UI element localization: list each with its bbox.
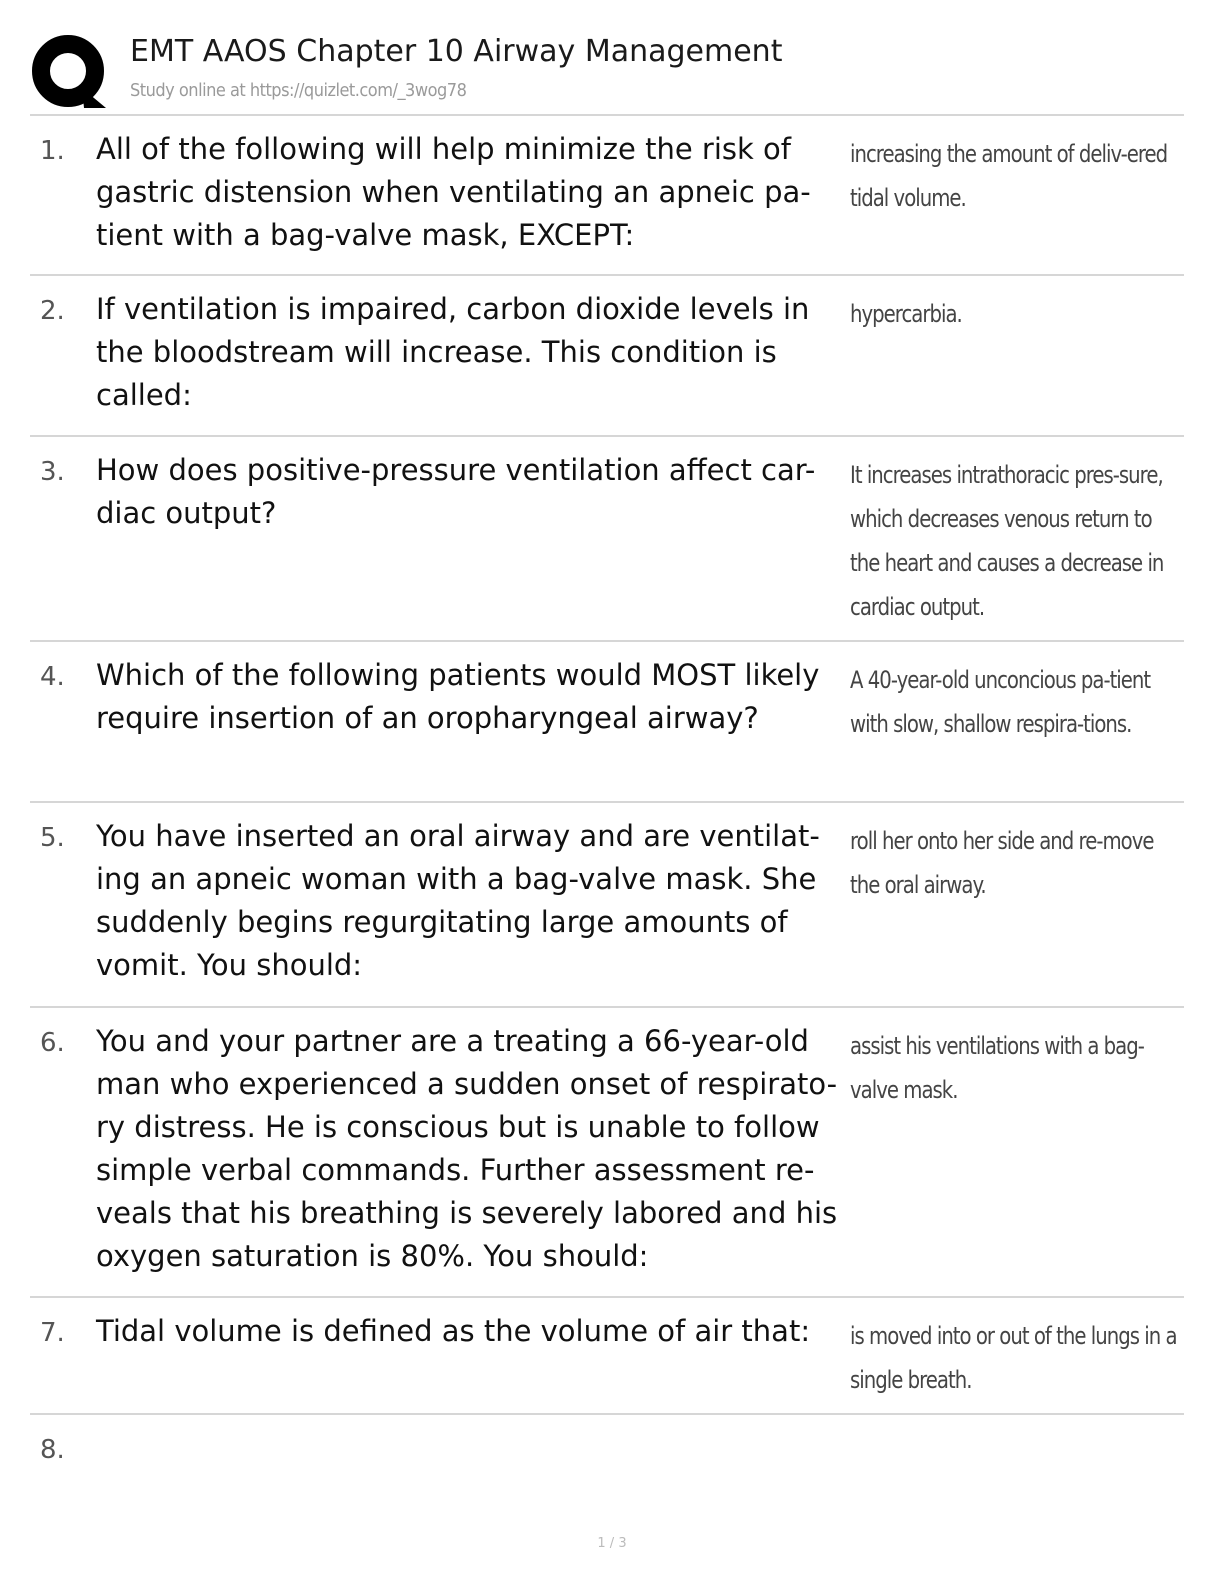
question-text: Which of the following patients would MOST likely require insertion of an oropharyngeal airway?: [96, 658, 820, 735]
page-number: 1 / 3: [597, 1536, 627, 1551]
item-number: 2.: [40, 296, 65, 326]
answer-text: is moved into or out of the lungs in a single breath.: [850, 1322, 1177, 1394]
quizlet-logo-icon: [30, 32, 110, 112]
list-item: [30, 1298, 1184, 1415]
item-number: 6.: [40, 1028, 65, 1058]
list-item: [30, 1415, 1184, 1495]
answer-text: It increases intrathoracic pres-sure, which decreases venous return to the heart and causes a decrease in cardiac output.: [850, 461, 1164, 621]
flashcard-list: [30, 116, 1184, 1495]
study-link[interactable]: Study online at https://quizlet.com/_3wog78: [130, 80, 467, 101]
page-header: [30, 28, 1184, 116]
question-text: Tidal volume is defined as the volume of air that:: [96, 1314, 811, 1348]
item-number: 4.: [40, 662, 65, 692]
list-item: [30, 276, 1184, 437]
answer-text: A 40-year-old unconcious pa-tient with slow, shallow respira-tions.: [850, 666, 1151, 738]
answer-text: hypercarbia.: [850, 300, 962, 328]
list-item: [30, 803, 1184, 1008]
question-text: You have inserted an oral airway and are ventilat-ing an apneic woman with a bag-valve mask. She suddenly begins regurgitating large amounts of vomit. You should:: [96, 819, 820, 982]
list-item: [30, 1008, 1184, 1298]
page-title: EMT AAOS Chapter 10 Airway Management: [130, 34, 783, 69]
list-item: [30, 437, 1184, 642]
answer-text: assist his ventilations with a bag-valve mask.: [850, 1032, 1144, 1104]
answer-text: increasing the amount of deliv-ered tidal volume.: [850, 140, 1168, 212]
list-item: [30, 116, 1184, 276]
question-text: You and your partner are a treating a 66-year-old man who experienced a sudden onset of respirato-ry distress. He is conscious but is unable to follow simple verbal commands. Further assessment re-veals that his breathing is severely labored and his oxygen saturation is 80%. You should:: [96, 1024, 838, 1273]
answer-text: roll her onto her side and re-move the oral airway.: [850, 827, 1154, 899]
list-item: [30, 642, 1184, 803]
question-text: All of the following will help minimize the risk of gastric distension when ventilating an apneic pa-tient with a bag-valve mask, EXCEPT:: [96, 132, 811, 252]
item-number: 7.: [40, 1318, 65, 1348]
item-number: 3.: [40, 457, 65, 487]
item-number: 8.: [40, 1435, 65, 1465]
question-text: If ventilation is impaired, carbon dioxide levels in the bloodstream will increase. This condition is called:: [96, 292, 810, 412]
item-number: 5.: [40, 823, 65, 853]
item-number: 1.: [40, 136, 65, 166]
question-text: How does positive-pressure ventilation affect car-diac output?: [96, 453, 816, 530]
